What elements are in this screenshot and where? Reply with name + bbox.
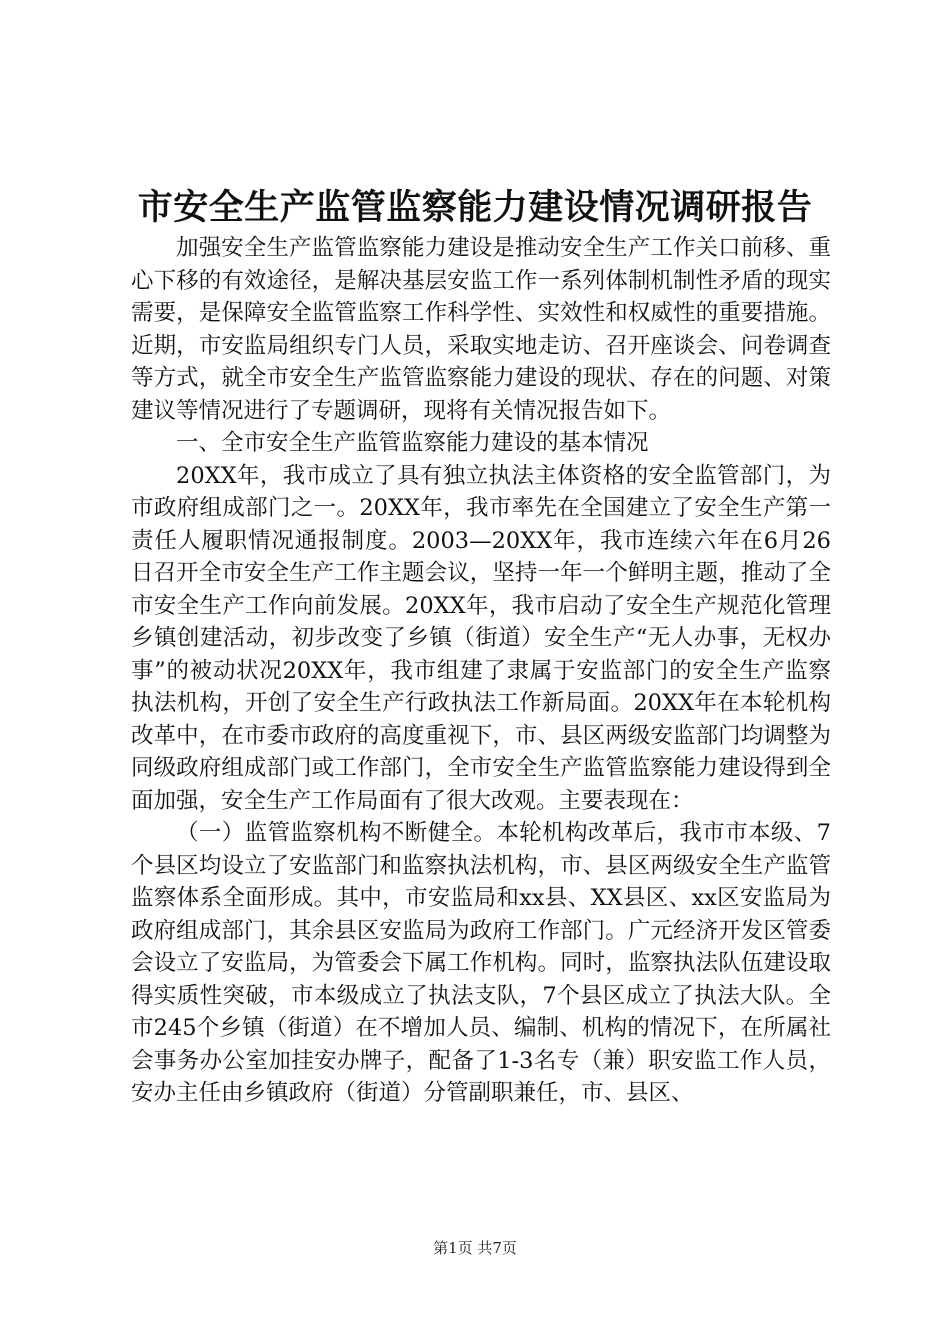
page-footer: 第1页 共7页 [433, 1239, 517, 1257]
document-body [131, 232, 831, 1110]
subsection-paragraph: （一）监管监察机构不断健全。本轮机构改革后，我市市本级、7个县区均设立了安监部门和监察执法机构，市、县区两级安全生产监管监察体系全面形成。其中，市安监局和xx县、XX县区、xx区安监局为政府组成部门，其余县区安监局为政府工作部门。广元经济开发区管委会设立了安监局，为管委会下属工作机构。同时，监察执法队伍建设取得实质性突破，市本级成立了执法支队，7个县区成立了执法大队。全市245个乡镇（街道）在不增加人员、编制、机构的情况下，在所属社会事务办公室加挂安办牌子，配备了1-3名专（兼）职安监工作人员，安办主任由乡镇政府（街道）分管副职兼任，市、县区、 [131, 820, 831, 1106]
intro-paragraph: 加强安全生产监管监察能力建设是推动安全生产工作关口前移、重心下移的有效途径，是解决基层安监工作一系列体制机制性矛盾的现实需要，是保障安全监管监察工作科学性、实效性和权威性的重要措施。近期，市安监局组织专门人员，采取实地走访、召开座谈会、问卷调查等方式，就全市安全生产监管监察能力建设的现状、存在的问题、对策建议等情况进行了专题调研，现将有关情况报告如下。 [131, 235, 831, 424]
document-title: 市安全生产监管监察能力建设情况调研报告 [137, 187, 813, 228]
section-heading: 一、全市安全生产监管监察能力建设的基本情况 [176, 430, 649, 456]
history-paragraph: 20XX年，我市成立了具有独立执法主体资格的安全监管部门，为市政府组成部门之一。20XX年，我市率先在全国建立了安全生产第一责任人履职情况通报制度。2003—20XX年，我市连续六年在6月26日召开全市安全生产工作主题会议，坚持一年一个鲜明主题，推动了全市安全生产工作向前发展。20XX年，我市启动了安全生产规范化管理乡镇创建活动，初步改变了乡镇（街道）安全生产“无人办事，无权办事”的被动状况20XX年，我市组建了隶属于安监部门的安全生产监察执法机构，开创了安全生产行政执法工作新局面。20XX年在本轮机构改革中，在市委市政府的高度重视下，市、县区两级安监部门均调整为同级政府组成部门或工作部门，全市安全生产监管监察能力建设得到全面加强，安全生产工作局面有了很大改观。主要表现在： [131, 462, 831, 814]
